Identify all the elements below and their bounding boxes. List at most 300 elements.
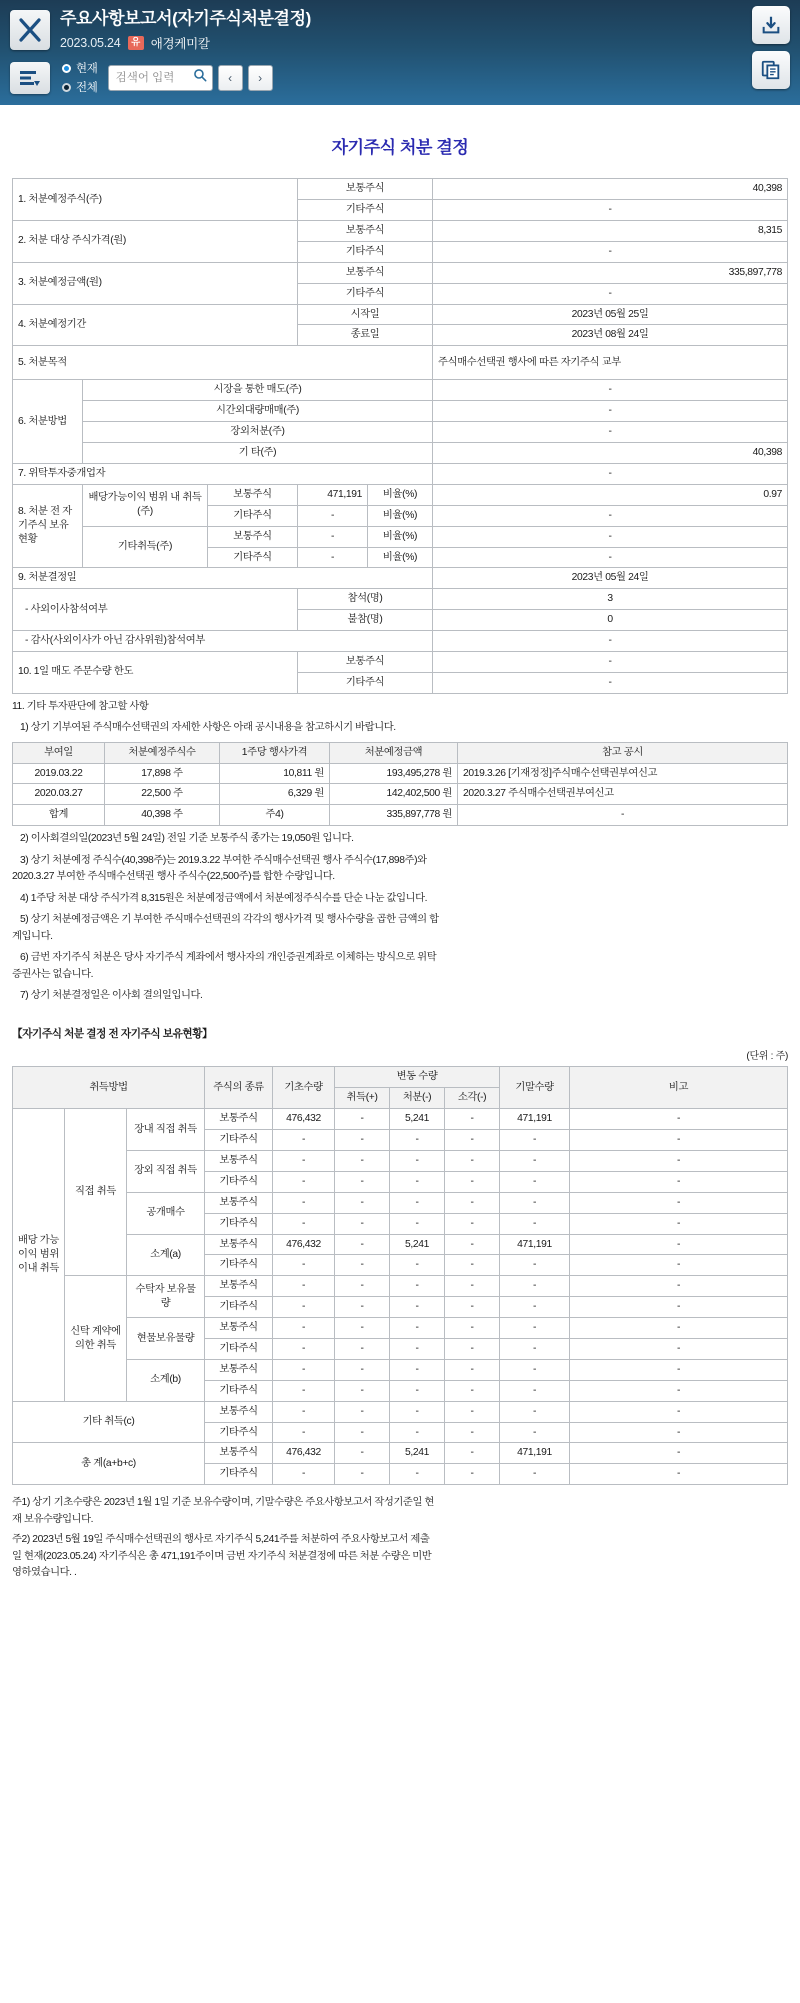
cell-grant-date: 2020.03.27 — [13, 784, 105, 805]
row-8-g2-other-qty: - — [298, 547, 368, 568]
market-badge: 유 — [128, 36, 144, 50]
cell-kind: 보통주식 — [205, 1151, 273, 1172]
radio-all[interactable] — [62, 79, 98, 95]
cell-end: 471,191 — [500, 1109, 570, 1130]
cell-ret: - — [445, 1380, 500, 1401]
cell-kind: 기타주식 — [205, 1171, 273, 1192]
next-button[interactable]: › — [248, 65, 273, 91]
method-label: 기타 취득(c) — [13, 1401, 205, 1443]
cell-acq: - — [335, 1297, 390, 1318]
row-8-group-1-label: 배당가능이익 범위 내 취득(주) — [83, 484, 208, 526]
row-6-method-4-label: 기 타(주) — [83, 443, 433, 464]
cell-begin: - — [273, 1276, 335, 1297]
cell-acq: - — [335, 1380, 390, 1401]
search-field[interactable] — [108, 65, 213, 91]
cell-end: - — [500, 1380, 570, 1401]
row-5-value: 주식매수선택권 행사에 따른 자기주식 교부 — [433, 346, 788, 380]
table-row — [13, 1318, 788, 1339]
cell-acq: - — [335, 1464, 390, 1485]
cell-kind: 기타주식 — [205, 1422, 273, 1443]
cell-kind: 기타주식 — [205, 1380, 273, 1401]
cell-ret: - — [445, 1422, 500, 1443]
row-8-g2-common-ratio: - — [433, 526, 788, 547]
cell-kind: 보통주식 — [205, 1359, 273, 1380]
table-row — [13, 589, 788, 610]
row-9b-label: - 감사(사외이사가 아닌 감사위원)참석여부 — [13, 631, 433, 652]
cell-acq: - — [335, 1422, 390, 1443]
col-reference: 참고 공시 — [458, 742, 788, 763]
cell-ret: - — [445, 1401, 500, 1422]
main-disclosure-table — [12, 178, 788, 693]
company-name: 애경케미칼 — [150, 37, 210, 52]
document-body — [0, 133, 800, 1793]
method-label: 장외 직접 취득 — [127, 1151, 205, 1193]
cell-ret: - — [445, 1151, 500, 1172]
row-8-g1-other-qty: - — [298, 505, 368, 526]
cell-kind: 보통주식 — [205, 1276, 273, 1297]
cell-ret: - — [445, 1297, 500, 1318]
cell-begin: - — [273, 1151, 335, 1172]
cell-ret: - — [445, 1192, 500, 1213]
table-total-row — [13, 1443, 788, 1464]
row-7-label: 7. 위탁투자중개업자 — [13, 463, 433, 484]
cell-acq: - — [335, 1109, 390, 1130]
cell-ret: - — [445, 1255, 500, 1276]
table-row — [13, 221, 788, 242]
row-6-method-4-value: 40,398 — [433, 443, 788, 464]
cell-remark: - — [570, 1422, 788, 1443]
table-row — [13, 568, 788, 589]
cell-acq: - — [335, 1339, 390, 1360]
row-3-common-label: 보통주식 — [298, 262, 433, 283]
method-label: 수탁자 보유물량 — [127, 1276, 205, 1318]
app-header — [0, 0, 800, 105]
cell-dis: - — [390, 1276, 445, 1297]
radio-current-dot — [62, 64, 71, 73]
row-4-start-label: 시작일 — [298, 304, 433, 325]
cell-dis: - — [390, 1171, 445, 1192]
cell-kind: 기타주식 — [205, 1339, 273, 1360]
table-row — [13, 262, 788, 283]
cell-acq: - — [335, 1276, 390, 1297]
method-label: 장내 직접 취득 — [127, 1109, 205, 1151]
row-3-common-value: 335,897,778 — [433, 262, 788, 283]
holdings-unit: (단위 : 주) — [746, 1051, 788, 1063]
row-10-label: 10. 1일 매도 주문수량 한도 — [13, 651, 298, 693]
cell-remark: - — [570, 1297, 788, 1318]
cell-remark: - — [570, 1234, 788, 1255]
cell-end: - — [500, 1464, 570, 1485]
row-1-common-value: 40,398 — [433, 179, 788, 200]
row-8-g1-common-kind: 보통주식 — [208, 484, 298, 505]
cell-begin: - — [273, 1422, 335, 1443]
row-6-label: 6. 처분방법 — [13, 380, 83, 464]
cell-total-reference: - — [458, 805, 788, 826]
col-acquire: 취득(+) — [335, 1088, 390, 1109]
copy-document-icon[interactable] — [752, 51, 790, 89]
radio-all-label: 전체 — [76, 82, 98, 95]
section-11-note-7: 7) 상기 처분결정일은 이사회 결의일입니다. — [20, 989, 203, 1001]
row-2-common-label: 보통주식 — [298, 221, 433, 242]
table-row — [13, 304, 788, 325]
row-8-g1-common-qty: 471,191 — [298, 484, 368, 505]
stock-option-table — [12, 742, 788, 827]
cell-acq: - — [335, 1443, 390, 1464]
cell-kind: 기타주식 — [205, 1297, 273, 1318]
cell-remark: - — [570, 1380, 788, 1401]
row-10-common-value: - — [433, 651, 788, 672]
method-label: 현물보유물량 — [127, 1318, 205, 1360]
row-1-other-label: 기타주식 — [298, 200, 433, 221]
footnote-2-line1: 주2) 2023년 5월 19일 주식매수선택권의 행사로 자기주식 5,241주를 처분하여 주요사항보고서 제출 — [12, 1534, 430, 1546]
cell-begin: - — [273, 1130, 335, 1151]
cell-dis: - — [390, 1213, 445, 1234]
cell-dis: 5,241 — [390, 1234, 445, 1255]
cell-dis: - — [390, 1192, 445, 1213]
table-row — [13, 1109, 788, 1130]
table-row — [13, 1151, 788, 1172]
row-1-label: 1. 처분예정주식(주) — [13, 179, 298, 221]
row-4-end-value: 2023년 08월 24일 — [433, 325, 788, 346]
row-8-g2-common-ratio-label: 비율(%) — [368, 526, 433, 547]
cell-remark: - — [570, 1276, 788, 1297]
cell-ret: - — [445, 1109, 500, 1130]
row-8-g1-common-ratio-label: 비율(%) — [368, 484, 433, 505]
cell-remark: - — [570, 1109, 788, 1130]
row-8-g1-other-ratio: - — [433, 505, 788, 526]
row-9a-label: - 사외이사참석여부 — [13, 589, 298, 631]
cell-ret: - — [445, 1213, 500, 1234]
cell-kind: 보통주식 — [205, 1443, 273, 1464]
row-6-method-3-value: - — [433, 422, 788, 443]
table-row — [13, 526, 788, 547]
cell-acq: - — [335, 1213, 390, 1234]
cell-end: - — [500, 1276, 570, 1297]
cell-end: - — [500, 1255, 570, 1276]
table-row — [13, 784, 788, 805]
row-7-value: - — [433, 463, 788, 484]
cell-ret: - — [445, 1276, 500, 1297]
cell-total-shares: 40,398 주 — [105, 805, 220, 826]
cell-dis: - — [390, 1401, 445, 1422]
cell-total-label: 합계 — [13, 805, 105, 826]
cell-amount: 193,495,278 원 — [330, 763, 458, 784]
row-4-label: 4. 처분예정기간 — [13, 304, 298, 346]
cell-acq: - — [335, 1318, 390, 1339]
col-change-qty: 변동 수량 — [335, 1067, 500, 1088]
group-dividend-range: 배당 가능 이익 범위 이내 취득 — [13, 1109, 65, 1401]
cell-acq: - — [335, 1359, 390, 1380]
cell-acq: - — [335, 1130, 390, 1151]
section-11-note-5-line1: 5) 상기 처분예정금액은 기 부여한 주식매수선택권의 각각의 행사가격 및 행사수량을 곱한 금액의 합 — [20, 914, 439, 926]
menu-list-icon[interactable] — [10, 62, 50, 94]
row-10-common-label: 보통주식 — [298, 651, 433, 672]
row-8-group-2-label: 기타취득(주) — [83, 526, 208, 568]
row-9-value: 2023년 05월 24일 — [433, 568, 788, 589]
col-grant-date: 부여일 — [13, 742, 105, 763]
cell-end: 471,191 — [500, 1443, 570, 1464]
row-6-method-2-value: - — [433, 401, 788, 422]
row-3-label: 3. 처분예정금액(원) — [13, 262, 298, 304]
row-3-other-label: 기타주식 — [298, 283, 433, 304]
row-9b-value: - — [433, 631, 788, 652]
radio-all-dot — [62, 83, 71, 92]
document-date: 2023.05.24 — [60, 36, 121, 51]
scope-radio-group[interactable] — [62, 60, 98, 95]
search-input[interactable] — [114, 71, 193, 85]
table-row — [13, 1359, 788, 1380]
cell-acq: - — [335, 1151, 390, 1172]
cell-begin: 476,432 — [273, 1443, 335, 1464]
cell-total-amount: 335,897,778 원 — [330, 805, 458, 826]
footnote-1-line2: 재 보유수량입니다. — [12, 1513, 94, 1525]
row-10-other-label: 기타주식 — [298, 672, 433, 693]
row-1-other-value: - — [433, 200, 788, 221]
row-9a-present-label: 참석(명) — [298, 589, 433, 610]
cell-begin: - — [273, 1255, 335, 1276]
row-8-g2-other-ratio-label: 비율(%) — [368, 547, 433, 568]
row-1-common-label: 보통주식 — [298, 179, 433, 200]
cell-remark: - — [570, 1339, 788, 1360]
table-row — [13, 179, 788, 200]
col-stock-kind: 주식의 종류 — [205, 1067, 273, 1109]
prev-button[interactable]: ‹ — [218, 65, 243, 91]
cell-grant-date: 2019.03.22 — [13, 763, 105, 784]
cell-shares: 22,500 주 — [105, 784, 220, 805]
subgroup-direct: 직접 취득 — [65, 1109, 127, 1276]
row-2-other-label: 기타주식 — [298, 241, 433, 262]
cell-kind: 보통주식 — [205, 1192, 273, 1213]
cell-end: - — [500, 1339, 570, 1360]
cell-end: - — [500, 1192, 570, 1213]
search-icon[interactable] — [193, 68, 207, 87]
row-8-g2-other-kind: 기타주식 — [208, 547, 298, 568]
cell-begin: - — [273, 1339, 335, 1360]
table-row — [13, 380, 788, 401]
table-row — [13, 346, 788, 380]
row-8-label: 8. 처분 전 자기주식 보유현황 — [13, 484, 83, 568]
col-retire: 소각(-) — [445, 1088, 500, 1109]
cell-ret: - — [445, 1359, 500, 1380]
section-11-note-5-line2: 계입니다. — [12, 930, 53, 942]
radio-current-label: 현재 — [76, 63, 98, 76]
holdings-table — [12, 1066, 788, 1485]
cell-remark: - — [570, 1130, 788, 1151]
download-icon[interactable] — [752, 6, 790, 44]
cell-acq: - — [335, 1192, 390, 1213]
section-11-note-2: 2) 이사회결의일(2023년 5월 24일) 전일 기준 보통주식 종가는 19,050원 입니다. — [20, 833, 354, 845]
row-6-method-1-value: - — [433, 380, 788, 401]
cell-begin: - — [273, 1297, 335, 1318]
cell-dis: - — [390, 1339, 445, 1360]
row-6-method-1-label: 시장을 통한 매도(주) — [83, 380, 433, 401]
col-acquire-method: 취득방법 — [13, 1067, 205, 1109]
cell-shares: 17,898 주 — [105, 763, 220, 784]
col-begin-qty: 기초수량 — [273, 1067, 335, 1109]
section-11-note-6-line2: 증권사는 없습니다. — [12, 968, 94, 980]
table-row — [13, 401, 788, 422]
table-row — [13, 1276, 788, 1297]
table-row — [13, 651, 788, 672]
cell-dis: 5,241 — [390, 1109, 445, 1130]
row-9a-absent-label: 불참(명) — [298, 610, 433, 631]
footnote-2-line3: 영하였습니다. . — [12, 1567, 77, 1579]
cell-acq: - — [335, 1255, 390, 1276]
cell-remark: - — [570, 1171, 788, 1192]
section-11-note-3-line2: 2020.3.27 부여한 주식매수선택권 행사 주식수(22,500주)를 합한 수량입니다. — [12, 871, 335, 883]
col-shares: 처분예정주식수 — [105, 742, 220, 763]
cell-begin: - — [273, 1401, 335, 1422]
row-8-g1-common-ratio: 0.97 — [433, 484, 788, 505]
table-row — [13, 1401, 788, 1422]
section-11-note-6-line1: 6) 금번 자기주식 처분은 당사 자기주식 계좌에서 행사자의 개인증권계좌로 이체하는 방식으로 위탁 — [20, 952, 437, 964]
row-10-other-value: - — [433, 672, 788, 693]
cell-dis: - — [390, 1422, 445, 1443]
col-amount: 처분예정금액 — [330, 742, 458, 763]
cell-begin: - — [273, 1464, 335, 1485]
cell-dis: - — [390, 1464, 445, 1485]
cell-kind: 기타주식 — [205, 1130, 273, 1151]
table-row — [13, 484, 788, 505]
section-11-note-1: 1) 상기 기부여된 주식매수선택권의 자세한 사항은 아래 공시내용을 참고하시기 바랍니다. — [20, 722, 396, 734]
cell-exercise-price: 6,329 원 — [220, 784, 330, 805]
row-9a-absent-value: 0 — [433, 610, 788, 631]
cell-remark: - — [570, 1401, 788, 1422]
cell-begin: - — [273, 1192, 335, 1213]
subgroup-trust: 신탁 계약에 의한 취득 — [65, 1276, 127, 1401]
cell-ret: - — [445, 1318, 500, 1339]
cell-ret: - — [445, 1443, 500, 1464]
table-row — [13, 631, 788, 652]
col-remark: 비고 — [570, 1067, 788, 1109]
col-end-qty: 기말수량 — [500, 1067, 570, 1109]
cell-dis: - — [390, 1318, 445, 1339]
row-8-g2-common-kind: 보통주식 — [208, 526, 298, 547]
cell-remark: - — [570, 1443, 788, 1464]
cell-reference: 2019.3.26 [기재정정]주식매수선택권부여신고 — [458, 763, 788, 784]
cell-ret: - — [445, 1339, 500, 1360]
cell-begin: - — [273, 1318, 335, 1339]
cell-remark: - — [570, 1151, 788, 1172]
row-8-g1-other-ratio-label: 비율(%) — [368, 505, 433, 526]
cell-end: - — [500, 1401, 570, 1422]
row-2-common-value: 8,315 — [433, 221, 788, 242]
col-exercise-price: 1주당 행사가격 — [220, 742, 330, 763]
cell-remark: - — [570, 1192, 788, 1213]
col-dispose: 처분(-) — [390, 1088, 445, 1109]
row-2-other-value: - — [433, 241, 788, 262]
cell-kind: 보통주식 — [205, 1401, 273, 1422]
cell-kind: 보통주식 — [205, 1109, 273, 1130]
cell-dis: - — [390, 1130, 445, 1151]
row-6-method-3-label: 장외처분(주) — [83, 422, 433, 443]
cell-dis: - — [390, 1255, 445, 1276]
cell-remark: - — [570, 1464, 788, 1485]
cell-begin: - — [273, 1213, 335, 1234]
section-11-note-3-line1: 3) 상기 처분예정 주식수(40,398주)는 2019.3.22 부여한 주식매수선택권 행사 주식수(17,898주)와 — [20, 854, 427, 866]
cell-amount: 142,402,500 원 — [330, 784, 458, 805]
section-11-note-4: 4) 1주당 처분 대상 주식가격 8,315원은 처분예정금액에서 처분예정주식수를 단순 나눈 값입니다. — [20, 892, 428, 904]
cell-kind: 기타주식 — [205, 1255, 273, 1276]
x-logo-icon — [10, 10, 50, 50]
cell-end: - — [500, 1213, 570, 1234]
table-header-row — [13, 742, 788, 763]
row-8-g1-other-kind: 기타주식 — [208, 505, 298, 526]
section-11-heading: 11. 기타 투자판단에 참고할 사항 — [12, 700, 149, 712]
cell-dis: - — [390, 1359, 445, 1380]
cell-begin: 476,432 — [273, 1234, 335, 1255]
row-9-label: 9. 처분결정일 — [13, 568, 433, 589]
cell-kind: 보통주식 — [205, 1318, 273, 1339]
cell-ret: - — [445, 1464, 500, 1485]
radio-current[interactable] — [62, 60, 98, 76]
row-9a-present-value: 3 — [433, 589, 788, 610]
cell-begin: - — [273, 1380, 335, 1401]
page-title: 주요사항보고서(자기주식처분결정) — [60, 9, 311, 28]
cell-end: - — [500, 1359, 570, 1380]
cell-acq: - — [335, 1234, 390, 1255]
row-2-label: 2. 처분 대상 주식가격(원) — [13, 221, 298, 263]
cell-remark: - — [570, 1318, 788, 1339]
method-label: 공개매수 — [127, 1192, 205, 1234]
cell-exercise-price: 10,811 원 — [220, 763, 330, 784]
table-row — [13, 763, 788, 784]
cell-end: - — [500, 1130, 570, 1151]
cell-kind: 기타주식 — [205, 1464, 273, 1485]
table-row — [13, 422, 788, 443]
cell-end: - — [500, 1171, 570, 1192]
cell-total-exercise-price: 주4) — [220, 805, 330, 826]
cell-ret: - — [445, 1171, 500, 1192]
cell-remark: - — [570, 1255, 788, 1276]
row-5-label: 5. 처분목적 — [13, 346, 433, 380]
table-total-row — [13, 805, 788, 826]
table-row — [13, 463, 788, 484]
row-8-g2-other-ratio: - — [433, 547, 788, 568]
cell-end: 471,191 — [500, 1234, 570, 1255]
cell-remark: - — [570, 1359, 788, 1380]
cell-end: - — [500, 1297, 570, 1318]
cell-kind: 기타주식 — [205, 1213, 273, 1234]
cell-end: - — [500, 1422, 570, 1443]
cell-begin: - — [273, 1171, 335, 1192]
cell-ret: - — [445, 1130, 500, 1151]
cell-ret: - — [445, 1234, 500, 1255]
holdings-footnotes — [12, 1495, 788, 1581]
cell-begin: - — [273, 1359, 335, 1380]
table-header-row — [13, 1067, 788, 1088]
cell-reference: 2020.3.27 주식매수선택권부여신고 — [458, 784, 788, 805]
cell-dis: - — [390, 1297, 445, 1318]
cell-dis: 5,241 — [390, 1443, 445, 1464]
cell-dis: - — [390, 1151, 445, 1172]
cell-end: - — [500, 1318, 570, 1339]
row-6-method-2-label: 시간외대량매매(주) — [83, 401, 433, 422]
footnote-1-line1: 주1) 상기 기초수량은 2023년 1월 1일 기준 보유수량이며, 기말수량은 주요사항보고서 작성기준일 현 — [12, 1497, 434, 1509]
cell-begin: 476,432 — [273, 1109, 335, 1130]
report-title: 자기주식 처분 결정 — [331, 138, 469, 158]
method-label: 소계(b) — [127, 1359, 205, 1401]
bottom-spacer — [12, 1586, 788, 1766]
table-row — [13, 443, 788, 464]
cell-dis: - — [390, 1380, 445, 1401]
cell-acq: - — [335, 1171, 390, 1192]
table-row — [13, 1234, 788, 1255]
holdings-heading: 【자기주식 처분 결정 전 자기주식 보유현황】 — [12, 1028, 213, 1041]
method-label-total: 총 계(a+b+c) — [13, 1443, 205, 1485]
row-3-other-value: - — [433, 283, 788, 304]
row-4-end-label: 종료일 — [298, 325, 433, 346]
